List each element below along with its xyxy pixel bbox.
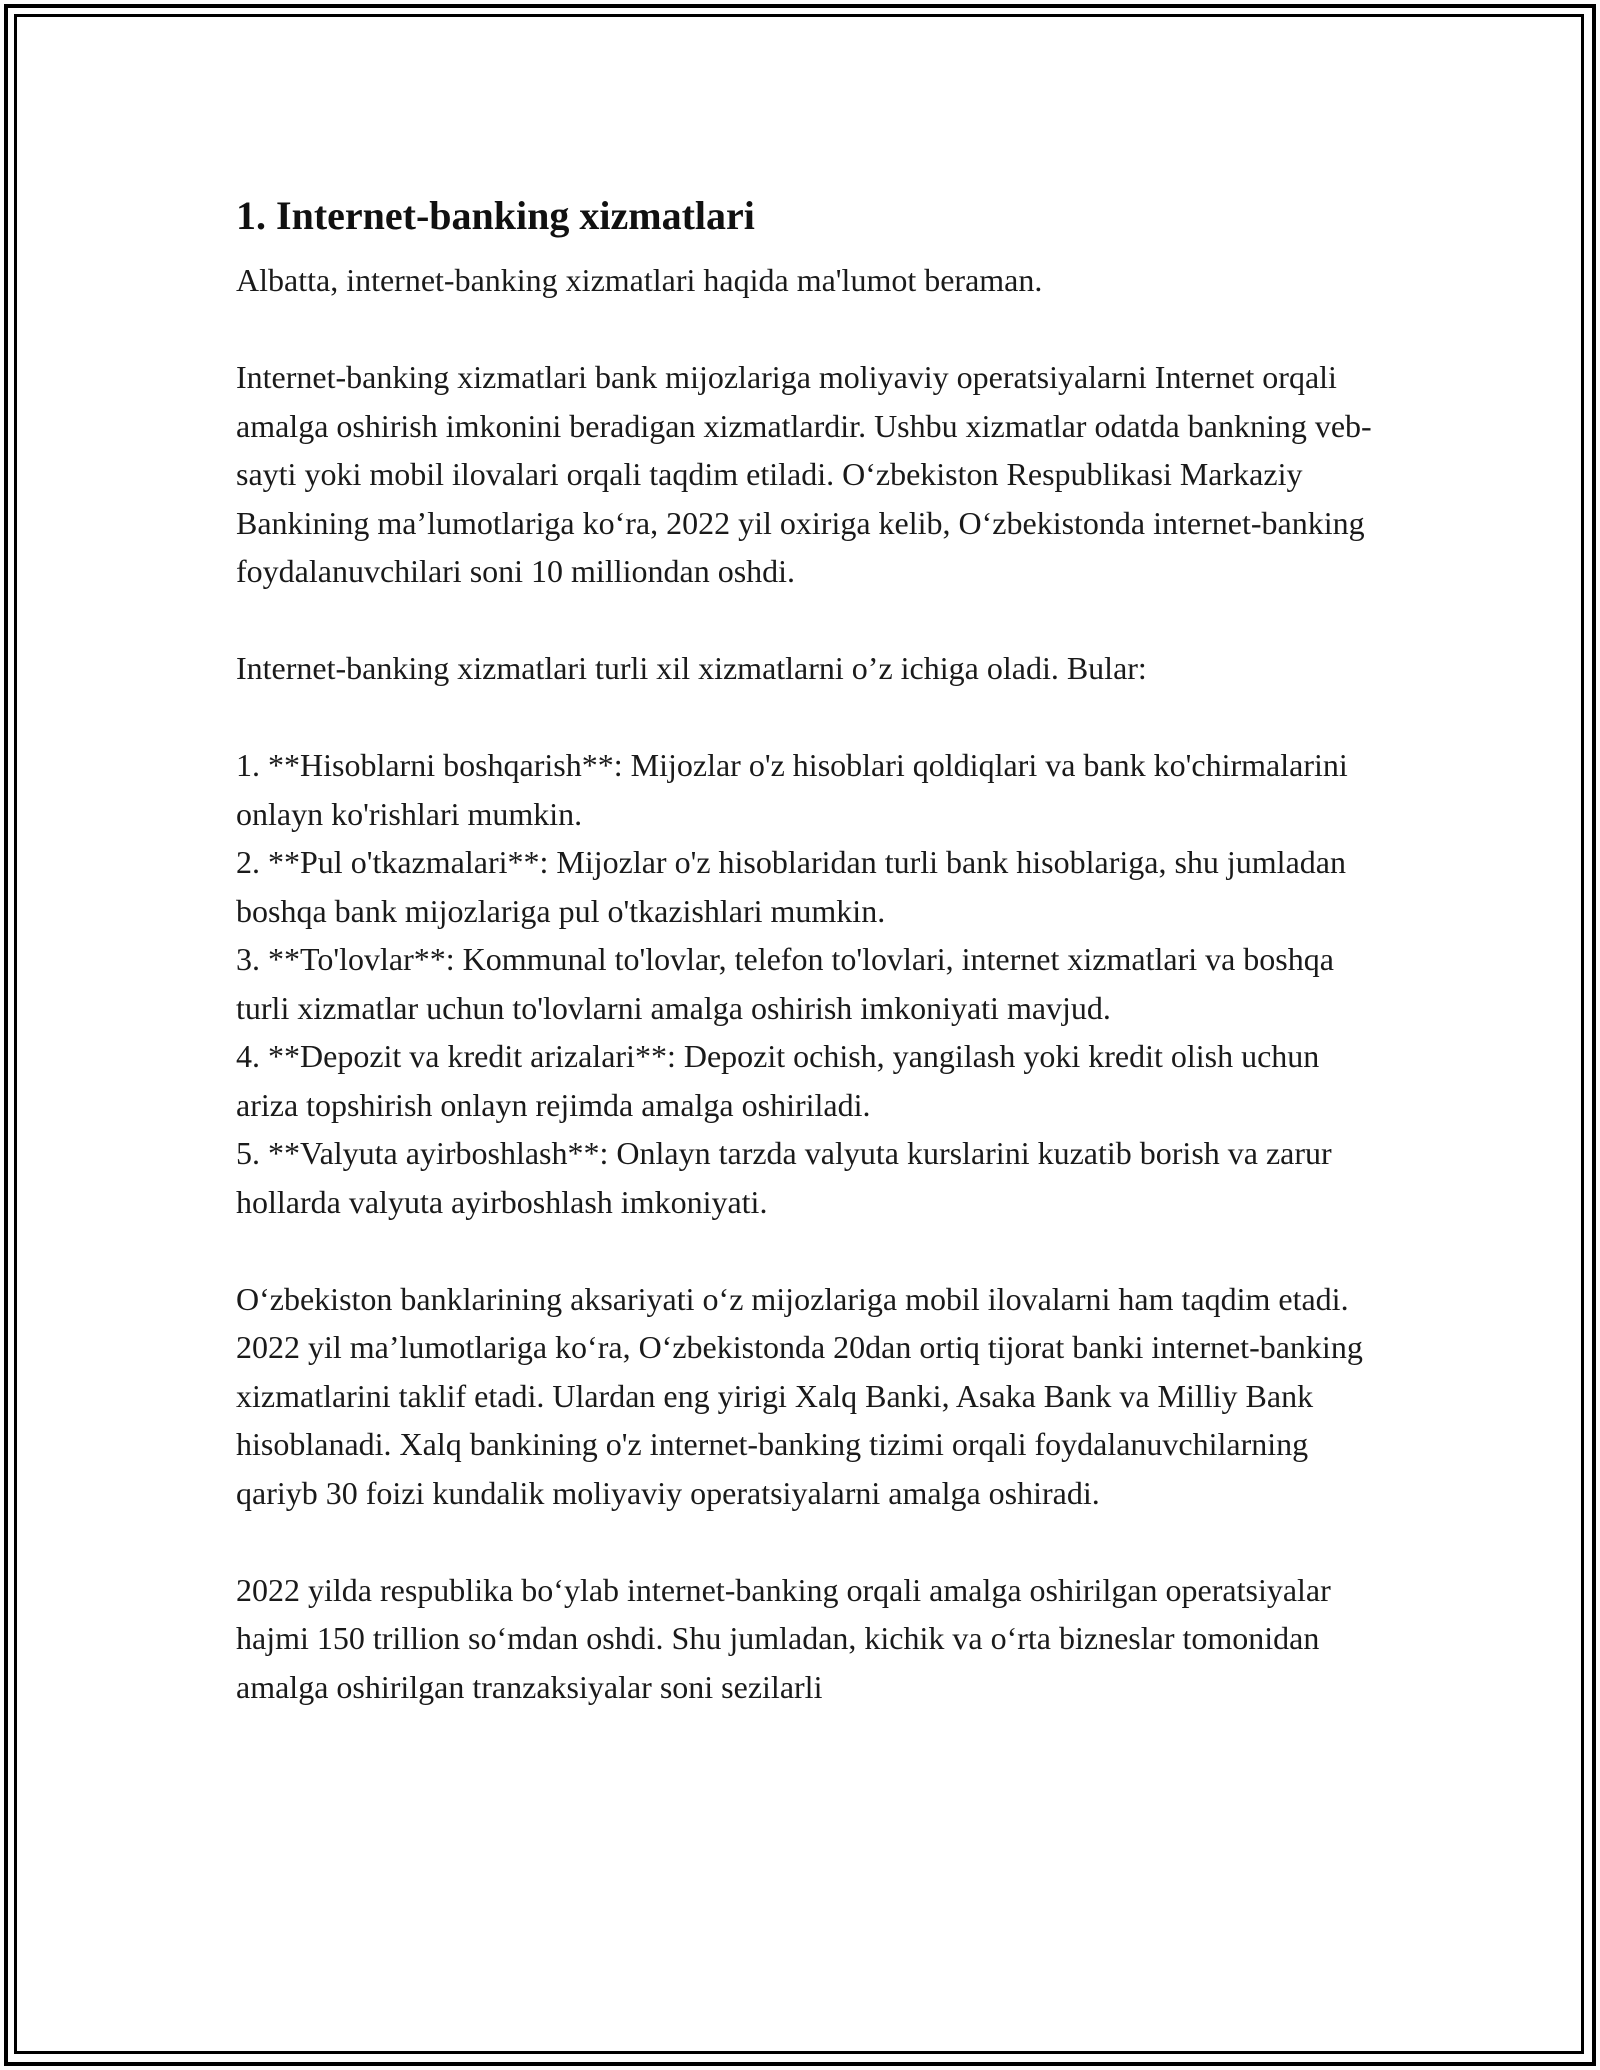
list-item: 3. **To'lovlar**: Kommunal to'lovlar, telefon to'lovlari, internet xizmatlari va boshqa turli xizmatlar uchun to'lovlarni amalga oshirish imkoniyati mavjud.	[236, 941, 1334, 1026]
intro-paragraph: Albatta, internet-banking xizmatlari haqida ma'lumot beraman.	[236, 262, 1043, 298]
list-item: 2. **Pul o'tkazmalari**: Mijozlar o'z hisoblaridan turli bank hisoblariga, shu jumladan boshqa bank mijozlariga pul o'tkazishlari mumkin.	[236, 844, 1346, 929]
services-intro-paragraph: Internet-banking xizmatlari turli xil xizmatlarni o’z ichiga oladi. Bular:	[236, 650, 1147, 686]
list-item: 1. **Hisoblarni boshqarish**: Mijozlar o'z hisoblari qoldiqlari va bank ko'chirmalarini onlayn ko'rishlari mumkin.	[236, 747, 1348, 832]
banks-paragraph: O‘zbekiston banklarining aksariyati o‘z mijozlariga mobil ilovalarni ham taqdim etadi. 2022 yil ma’lumotlariga ko‘ra, O‘zbekistonda 20dan ortiq tijorat banki internet-banking xizmatlarini taklif etadi. Ulardan eng yirigi Xalq Banki, Asaka Bank va Milliy Bank hisoblanadi. Xalq bankining o'z internet-banking tizimi orqali foydalanuvchilarning qariyb 30 foizi kundalik moliyaviy operatsiyalarni amalga oshiradi.	[236, 1280, 1363, 1511]
document-body	[236, 186, 1376, 1711]
list-item: 5. **Valyuta ayirboshlash**: Onlayn tarzda valyuta kurslarini kuzatib borish va zarur hollarda valyuta ayirboshlash imkoniyati.	[236, 1135, 1332, 1220]
services-list	[236, 741, 1376, 1226]
list-item: 4. **Depozit va kredit arizalari**: Depozit ochish, yangilash yoki kredit olish uchun ariza topshirish onlayn rejimda amalga oshiriladi.	[236, 1038, 1320, 1123]
statistics-paragraph: 2022 yilda respublika bo‘ylab internet-banking orqali amalga oshirilgan operatsiyalar hajmi 150 trillion so‘mdan oshdi. Shu jumladan, kichik va o‘rta bizneslar tomonidan amalga oshirilgan tranzaksiyalar soni sezilarli	[236, 1571, 1331, 1705]
definition-paragraph: Internet-banking xizmatlari bank mijozlariga moliyaviy operatsiyalarni Internet orqali amalga oshirish imkonini beradigan xizmatlardir. Ushbu xizmatlar odatda bankning veb-sayti yoki mobil ilovalari orqali taqdim etiladi. O‘zbekiston Respublikasi Markaziy Bankining ma’lumotlariga ko‘ra, 2022 yil oxiriga kelib, O‘zbekistonda internet-banking foydalanuvchilari soni 10 milliondan oshdi.	[236, 359, 1372, 589]
document-title: 1. Internet-banking xizmatlari	[236, 193, 755, 238]
